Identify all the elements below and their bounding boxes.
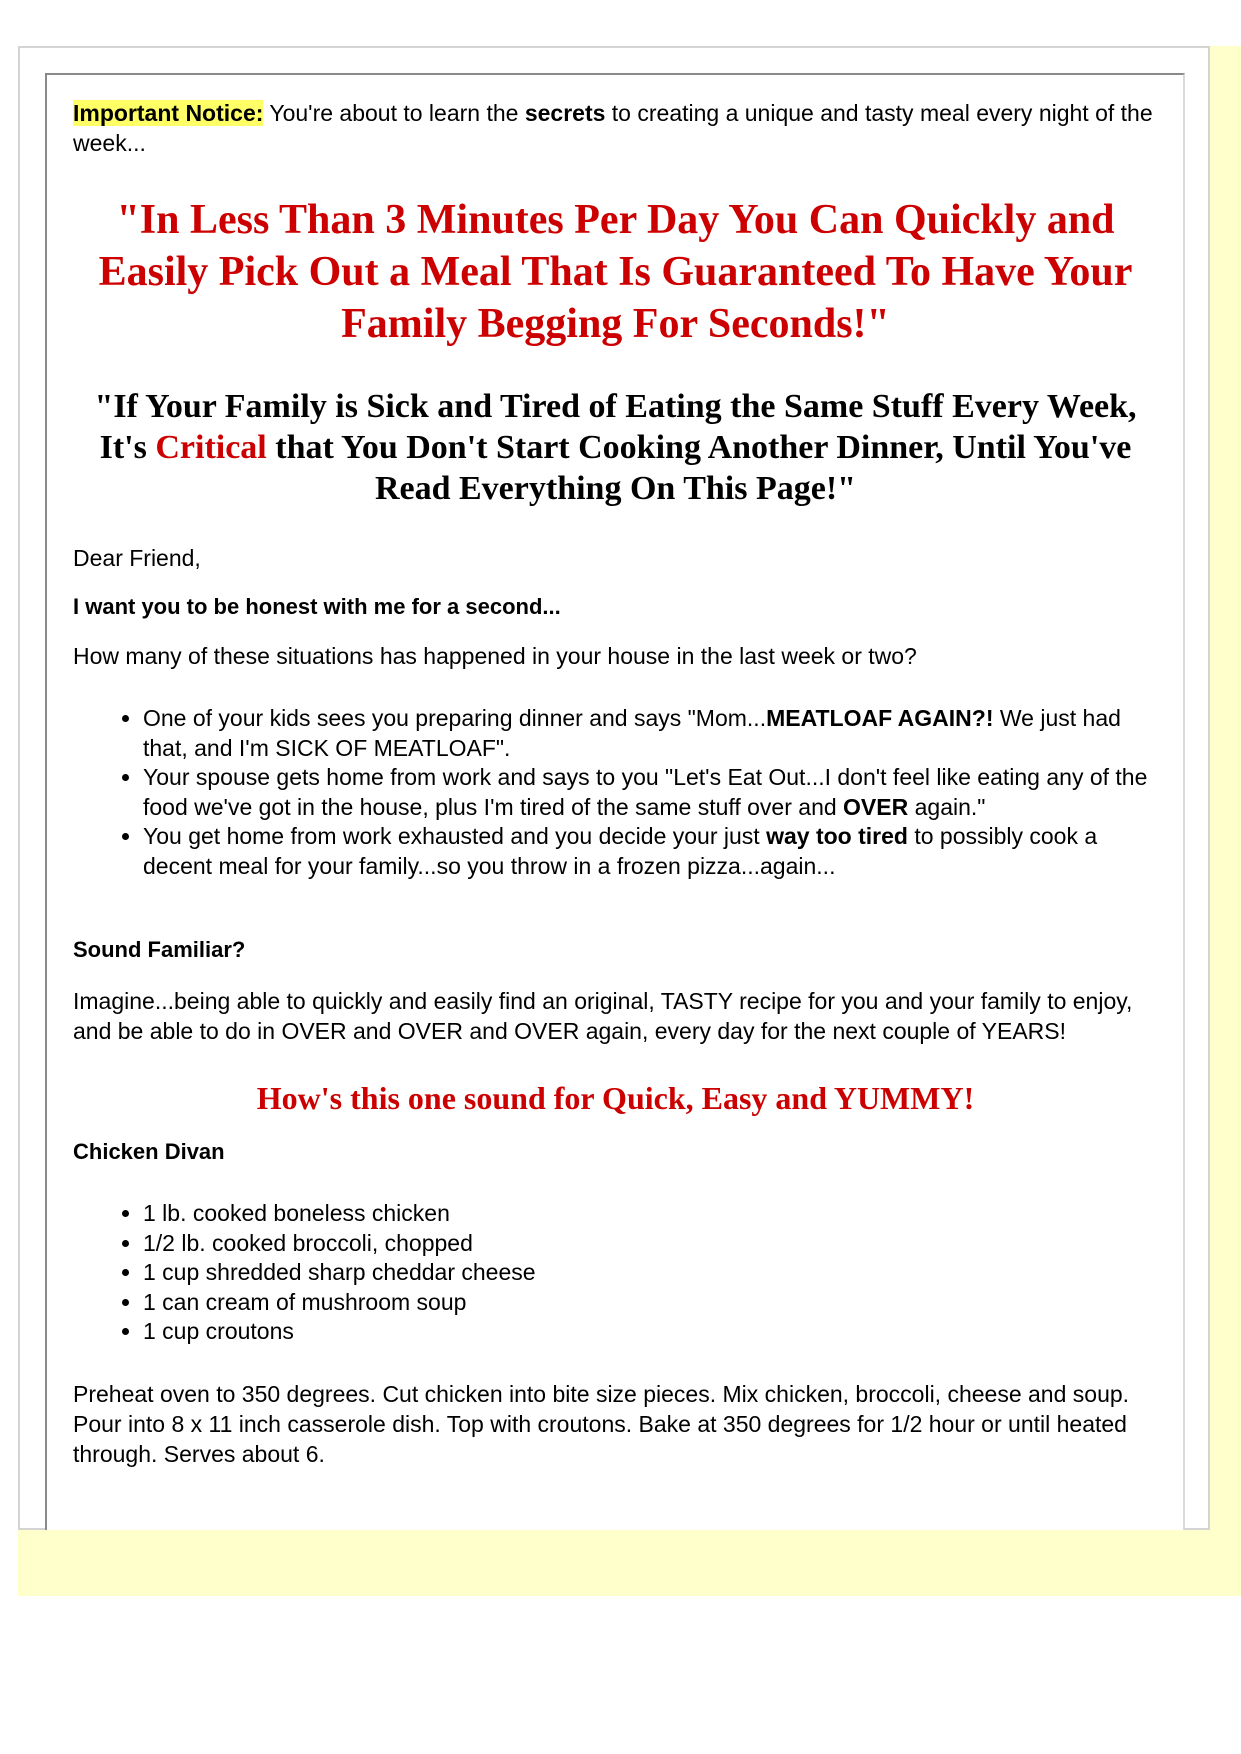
notice-bold: secrets <box>524 100 606 126</box>
notice-label: Important Notice: <box>73 100 264 126</box>
main-headline: "In Less Than 3 Minutes Per Day You Can Quickly and Easily Pick Out a Meal That Is Guaranteed To Have Your Family Begging For Seconds!" <box>98 197 1133 347</box>
list-item: • One of your kids sees you preparing dinner and says "Mom...MEATLOAF AGAIN?! We just had that, and I'm SICK OF MEATLOAF". <box>143 704 1158 763</box>
situations-list <box>73 704 1158 881</box>
important-notice: Important Notice: You're about to learn the secrets to creating a unique and tasty meal every night of the week... <box>73 100 1153 156</box>
list-item: • 1 lb. cooked boneless chicken <box>143 1199 1158 1229</box>
sound-familiar: Sound Familiar? <box>73 937 246 962</box>
critical-word: Critical <box>155 429 267 466</box>
recipe-instructions: Preheat oven to 350 degrees. Cut chicken into bite size pieces. Mix chicken, broccoli, cheese and soup. Pour into 8 x 11 inch casserole dish. Top with croutons. Bake at 350 degrees for 1/2 hour or until heated through. Serves about 6. <box>73 1380 1130 1467</box>
imagine-paragraph: Imagine...being able to quickly and easily find an original, TASTY recipe for you and your family to enjoy, and be able to do in OVER and OVER and OVER again, every day for the next couple of YEARS! <box>73 988 1133 1044</box>
question: How many of these situations has happened in your house in the last week or two? <box>73 643 917 669</box>
recipe-name: Chicken Divan <box>73 1139 225 1164</box>
list-item: • 1/2 lb. cooked broccoli, chopped <box>143 1229 1158 1259</box>
list-item: • You get home from work exhausted and you decide your just way too tired to possibly cook a decent meal for your family...so you throw in a frozen pizza...again... <box>143 822 1158 881</box>
sub-headline: "If Your Family is Sick and Tired of Eating the Same Stuff Every Week, It's Critical that You Don't Start Cooking Another Dinner, Until You've Read Everything On This Page!" <box>94 388 1137 507</box>
list-item: • 1 cup shredded sharp cheddar cheese <box>143 1258 1158 1288</box>
list-item: • 1 cup croutons <box>143 1317 1158 1347</box>
list-item: • 1 can cream of mushroom soup <box>143 1288 1158 1318</box>
sales-letter <box>73 98 1158 1469</box>
ingredients-list <box>73 1199 1158 1347</box>
list-item: • Your spouse gets home from work and says to you "Let's Eat Out...I don't feel like eating any of the food we've got in the house, plus I'm tired of the same stuff over and OVER again." <box>143 763 1158 822</box>
recipe-section-title: How's this one sound for Quick, Easy and YUMMY! <box>256 1080 975 1116</box>
greeting: Dear Friend, <box>73 545 201 571</box>
honest-line: I want you to be honest with me for a second... <box>73 594 561 619</box>
